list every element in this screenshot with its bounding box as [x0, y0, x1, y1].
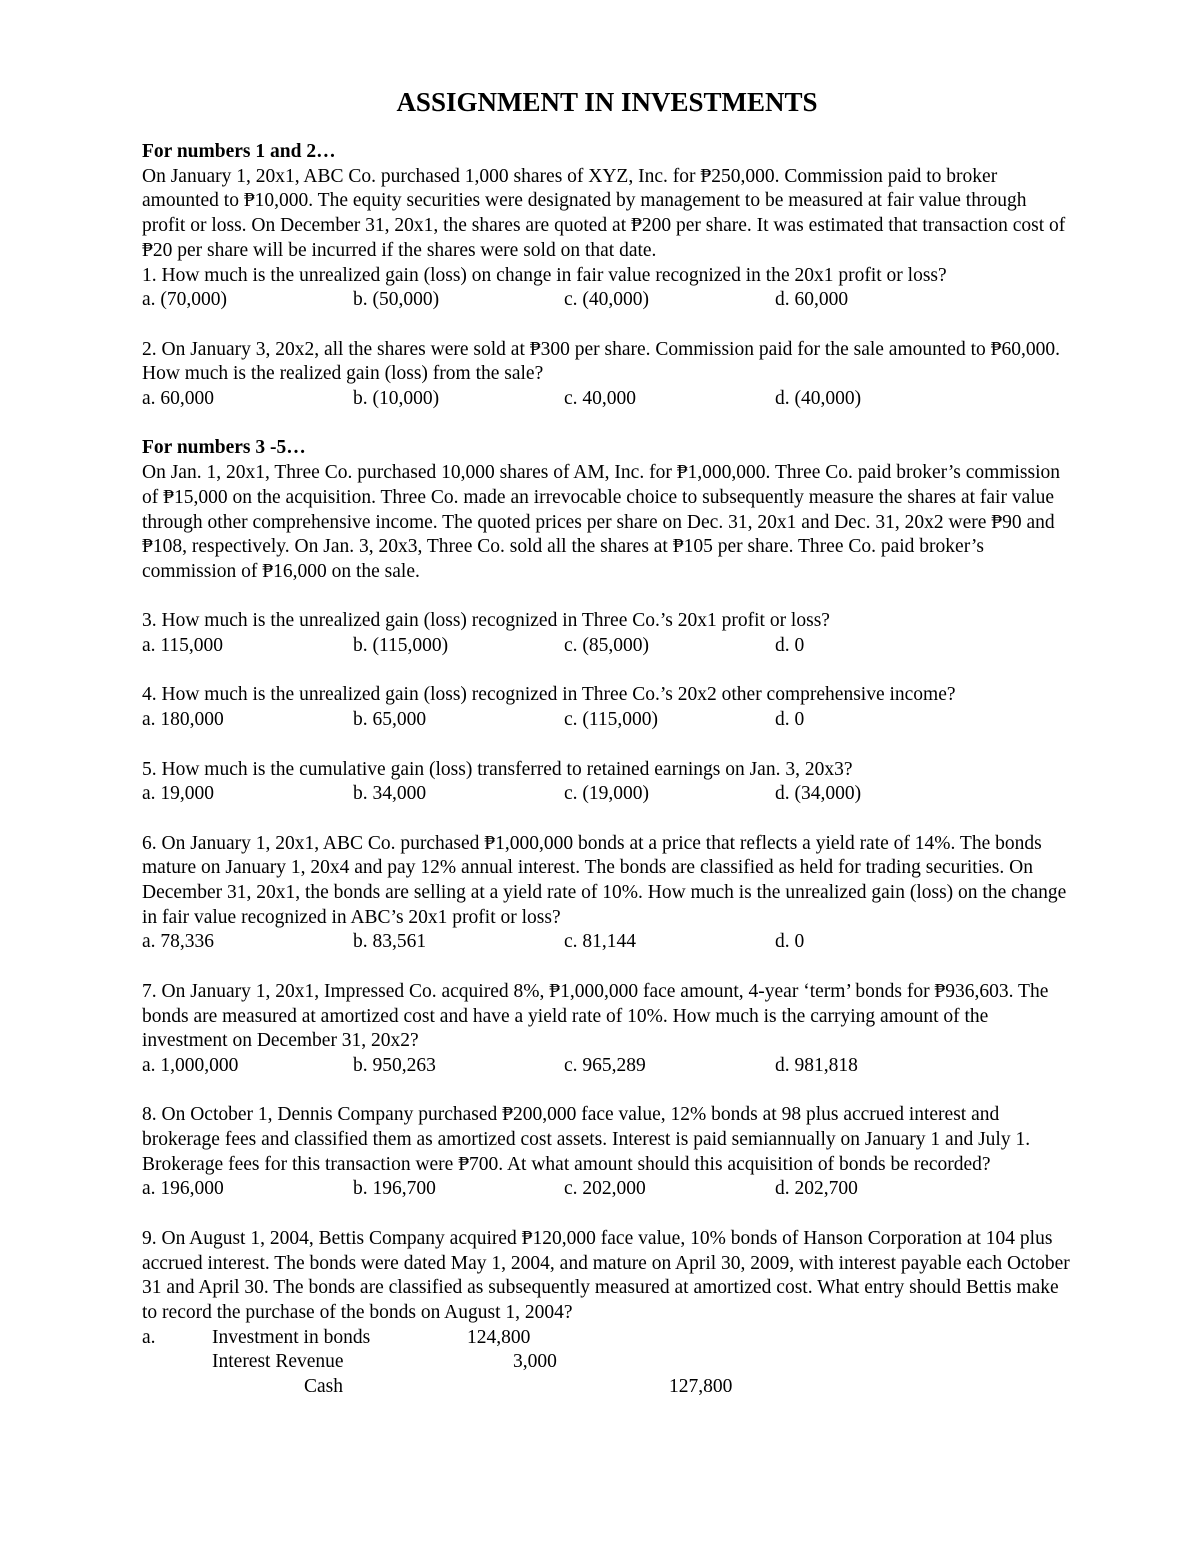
choice-b: b. (10,000)	[353, 388, 440, 410]
choice-a: a. 115,000	[142, 635, 224, 657]
choice-c: c. 40,000	[564, 388, 637, 410]
choice-d: d. 981,818	[775, 1054, 858, 1076]
choice-b: b. 950,263	[353, 1054, 436, 1076]
question-text: 9. On August 1, 2004, Bettis Company acquired ₱120,000 face value, 10% bonds of Hanson Corporation at 104 plus accrued interest. The bonds were dated May 1, 2004, and mature on April 30, 2009, with interest payable each October 31 and April 30. The bonds are classified as subsequently measured at amortized cost. What entry should Bettis make to record the purchase of the bonds on August 1, 2004?	[142, 1227, 1070, 1323]
account-name: Interest Revenue	[212, 1351, 344, 1373]
choice-c: c. (40,000)	[564, 289, 650, 311]
answer-choices	[142, 1054, 1072, 1079]
answer-choices	[142, 288, 1072, 313]
section-intro: On January 1, 20x1, ABC Co. purchased 1,000 shares of XYZ, Inc. for ₱250,000. Commission paid to broker amounted to ₱10,000. The equity securities were designated by management to be measured at fair value through profit or loss. On December 31, 20x1, the shares are quoted at ₱200 per share. It was estimated that transaction cost of ₱20 per share will be incurred if the shares were sold on that date.	[142, 165, 1066, 261]
document-page	[142, 84, 1072, 1400]
choice-a: a. 180,000	[142, 709, 224, 731]
choice-a: a. 19,000	[142, 783, 215, 805]
question-text: 7. On January 1, 20x1, Impressed Co. acquired 8%, ₱1,000,000 face amount, 4-year ‘term’ bonds for ₱936,603. The bonds are measured at amortized cost and have a yield rate of 10%. How much is the carrying amount of the investment on December 31, 20x2?	[142, 980, 1049, 1052]
choice-d: d. 202,700	[775, 1178, 858, 1200]
choice-c: c. (85,000)	[564, 635, 650, 657]
answer-choices	[142, 930, 1072, 955]
choice-b: b. (115,000)	[353, 635, 449, 657]
choice-d: d. (40,000)	[775, 388, 862, 410]
account-name: Investment in bonds	[212, 1326, 371, 1348]
choice-b: b. 34,000	[353, 783, 427, 805]
choice-d: d. 60,000	[775, 289, 849, 311]
choice-a: a. (70,000)	[142, 289, 228, 311]
choice-a: a. 196,000	[142, 1178, 224, 1200]
choice-c: c. 81,144	[564, 931, 637, 953]
question-text: 6. On January 1, 20x1, ABC Co. purchased ₱1,000,000 bonds at a price that reflects a yield rate of 14%. The bonds mature on January 1, 20x4 and pay 12% annual interest. The bonds are classified as held for trading securities. On December 31, 20x1, the bonds are selling at a yield rate of 10%. How much is the unrealized gain (loss) on the change in fair value recognized in ABC’s 20x1 profit or loss?	[142, 832, 1067, 928]
answer-choices	[142, 634, 1072, 659]
choice-b: b. (50,000)	[353, 289, 440, 311]
answer-choices	[142, 387, 1072, 412]
journal-row	[142, 1326, 1072, 1351]
answer-choices	[142, 708, 1072, 733]
choice-a: a. 1,000,000	[142, 1054, 239, 1076]
question-text: 8. On October 1, Dennis Company purchased ₱200,000 face value, 12% bonds at 98 plus accrued interest and brokerage fees and classified them as amortized cost assets. Interest is paid semiannually on January 1 and July 1. Brokerage fees for this transaction were ₱700. At what amount should this acquisition of bonds be recorded?	[142, 1104, 1031, 1175]
choice-a: a. 60,000	[142, 388, 215, 410]
choice-d: d. 0	[775, 709, 805, 731]
choice-c: c. (115,000)	[564, 709, 659, 731]
journal-entry	[142, 1326, 1072, 1400]
page-title: ASSIGNMENT IN INVESTMENTS	[396, 87, 818, 117]
choice-c: c. 965,289	[564, 1054, 646, 1076]
section-heading: For numbers 3 -5…	[142, 437, 306, 459]
choice-a: a. 78,336	[142, 931, 215, 953]
choice-d: d. 0	[775, 635, 805, 657]
debit-amount: 3,000	[513, 1351, 557, 1373]
section-intro: On Jan. 1, 20x1, Three Co. purchased 10,000 shares of AM, Inc. for ₱1,000,000. Three Co. paid broker’s commission of ₱15,000 on the acquisition. Three Co. made an irrevocable choice to subsequently measure the shares at fair value through other comprehensive income. The quoted prices per share on Dec. 31, 20x1 and Dec. 31, 20x2 were ₱90 and ₱108, respectively. On Jan. 3, 20x3, Three Co. sold all the shares at ₱105 per share. Three Co. paid broker’s commission of ₱16,000 on the sale.	[142, 462, 1060, 582]
choice-b: b. 196,700	[353, 1178, 436, 1200]
question-text: 1. How much is the unrealized gain (loss) on change in fair value recognized in the 20x1 profit or loss?	[142, 264, 947, 286]
journal-row	[142, 1375, 1072, 1400]
account-name: Cash	[304, 1375, 343, 1397]
choice-d: d. (34,000)	[775, 783, 862, 805]
choice-c: c. 202,000	[564, 1178, 646, 1200]
section-heading: For numbers 1 and 2…	[142, 141, 336, 162]
choice-letter: a.	[142, 1326, 156, 1348]
answer-choices	[142, 782, 1072, 807]
choice-c: c. (19,000)	[564, 783, 650, 805]
debit-amount: 124,800	[467, 1326, 531, 1348]
choice-d: d. 0	[775, 931, 805, 953]
credit-amount: 127,800	[669, 1375, 733, 1397]
choice-b: b. 83,561	[353, 931, 427, 953]
question-text: 4. How much is the unrealized gain (loss) recognized in Three Co.’s 20x2 other comprehensive income?	[142, 684, 956, 706]
journal-row	[142, 1350, 1072, 1375]
question-text: 3. How much is the unrealized gain (loss) recognized in Three Co.’s 20x1 profit or loss?	[142, 610, 830, 632]
question-text: 2. On January 3, 20x2, all the shares were sold at ₱300 per share. Commission paid for the sale amounted to ₱60,000. How much is the realized gain (loss) from the sale?	[142, 338, 1060, 385]
answer-choices	[142, 1177, 1072, 1202]
choice-b: b. 65,000	[353, 709, 427, 731]
question-text: 5. How much is the cumulative gain (loss) transferred to retained earnings on Jan. 3, 20x3?	[142, 758, 853, 780]
